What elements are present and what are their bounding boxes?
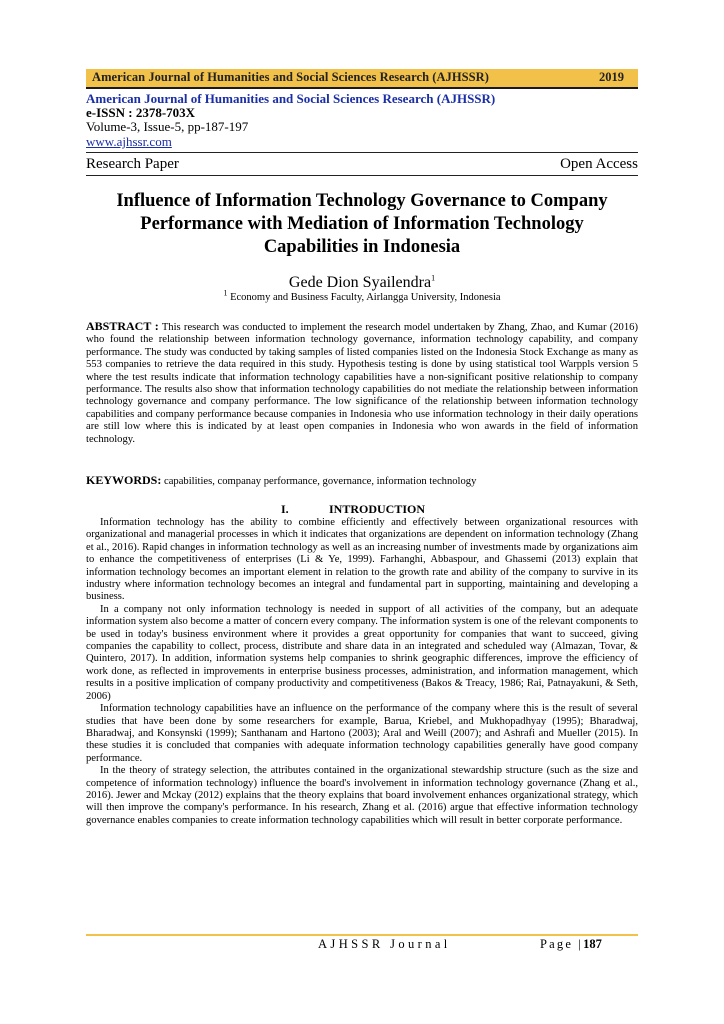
affiliation xyxy=(86,288,638,303)
footer-page-number: 187 xyxy=(583,937,602,951)
footer-journal: AJHSSR Journal xyxy=(318,937,451,951)
paper-type-row xyxy=(86,152,638,176)
author-name: Gede Dion Syailendra xyxy=(288,274,432,291)
author-sup: 1 xyxy=(431,273,436,283)
journal-website-link[interactable]: www.ajhssr.com xyxy=(86,134,172,149)
open-access-label: Open Access xyxy=(560,156,638,172)
title-line: Performance with Mediation of Information Technology xyxy=(140,214,584,234)
footer-page-label: Page | xyxy=(540,937,584,951)
keywords-label: KEYWORDS: xyxy=(86,473,162,487)
title-line: Influence of Information Technology Governance to Company xyxy=(116,191,608,211)
abstract-text: This research was conducted to implement the research model undertaken by Zhang, Zhao, and Kumar (2016) who found the relationship between information technology governance, information technology capability, and company performance. The study was conducted by taking samples of listed companies listed on the Indonesia Stock Exchange as many as 553 companies to retrieve the data required in this study. Hypothesis testing is done by using statistical tool Warppls version 5 where the test results indicate that information technology capabilities have a non-significant positive relationship to company performance. The results also show that information technology capabilities do not mediate the relationship between information technology governance and company performance. The low significance of the relationship between information technology capabilities and company performance because companies in Indonesia who use information technology in their daily operations are still low where this is indicated by at least open companies in Indonesia who won awards in the field of information technology. xyxy=(86,322,638,445)
section-number: I. xyxy=(281,502,289,516)
title-line: Capabilities in Indonesia xyxy=(263,237,461,257)
affiliation-text: Economy and Business Faculty, Airlangga University, Indonesia xyxy=(227,292,501,303)
section-title: INTRODUCTION xyxy=(329,502,426,516)
footer-page xyxy=(540,937,602,952)
paragraph: In the theory of strategy selection, the attributes contained in the organizational stewardship structure (such as the size and competence of information technology) influence the board's involvement in information technology governance (Zhang et al., 2016). Jewer and Mckay (2012) explains that the theory explains that board involvement enhances organizational strategy, which will then improve the company's performance. In his research, Zhang et al. (2016) argue that effective information technology governance enables companies to create information technology capabilities which will result in better corporate performance. xyxy=(86,765,638,826)
journal-header-band xyxy=(86,69,638,89)
keywords-text: capabilities, companay performance, governance, information technology xyxy=(161,476,477,487)
paragraph: In a company not only information technology is needed in support of all activities of the company, but an adequate information system also become a matter of concern every company. The information system is one of the relevant components to be used in today's business environment where it provides a great opportunity for companies that want to succeed, giving companies the capability to collect, process, distribute and share data in an integrated and scheduled way (Almazan, Tovar, & Quintero, 2017). In addition, information systems help companies to shrink geographic differences, improve the efficiency of work done, as reflected in improvements in enterprise business processes, administration, and information management, which results in a positive implication of company productivity and competitiveness (Bakos & Treacy, 1986; Rai, Patnayakuni, & Seth, 2006) xyxy=(86,603,638,702)
abstract-label: ABSTRACT : xyxy=(86,319,159,333)
paper-title xyxy=(86,190,638,259)
header-year: 2019 xyxy=(599,70,624,84)
author xyxy=(86,274,638,292)
abstract xyxy=(86,320,638,446)
paragraph: Information technology has the ability to combine efficiently and effectively between organizational resources with organizational and managerial processes in which it indicates that organizations are dependent on information technology (Zhang et al., 2016). Rapid changes in information technology as well as an increasing number of investments made by organizations aim to enhance the competitiveness of enterprises (Li & Ye, 1999). Farhanghi, Abbaspour, and Ghassemi (2013) explain that information technology becomes an important element in relation to the growth rate and ability of the company to survive in its industry where information technology becomes an integral and fundamental part in supporting, maintaining and developing a business. xyxy=(86,517,638,603)
paragraph: Information technology capabilities have an influence on the performance of the company where this is the result of several studies that have been done by some researchers for example, Barua, Kriebel, and Mukhopadhyay (1995); Bharadwaj, Bharadwaj, and Konsynski (1999); Santhanam and Hartono (2003); Aral and Weill (2007); and Ashrafi and Mueller (2015). In these studies it is concluded that companies with adequate information technology capabilities generally have good company performance. xyxy=(86,703,638,764)
keywords xyxy=(86,474,638,488)
volume-info: Volume-3, Issue-5, pp-187-197 xyxy=(86,119,249,134)
issn: e-ISSN : 2378-703X xyxy=(86,105,196,120)
header-journal-name: American Journal of Humanities and Social Sciences Research (AJHSSR) xyxy=(92,70,489,84)
affiliation-sup: 1 xyxy=(223,288,228,298)
introduction-body xyxy=(86,517,638,827)
paper-type: Research Paper xyxy=(86,156,179,172)
footer-divider xyxy=(86,934,638,936)
journal-name: American Journal of Humanities and Social Sciences Research (AJHSSR) xyxy=(86,91,496,106)
